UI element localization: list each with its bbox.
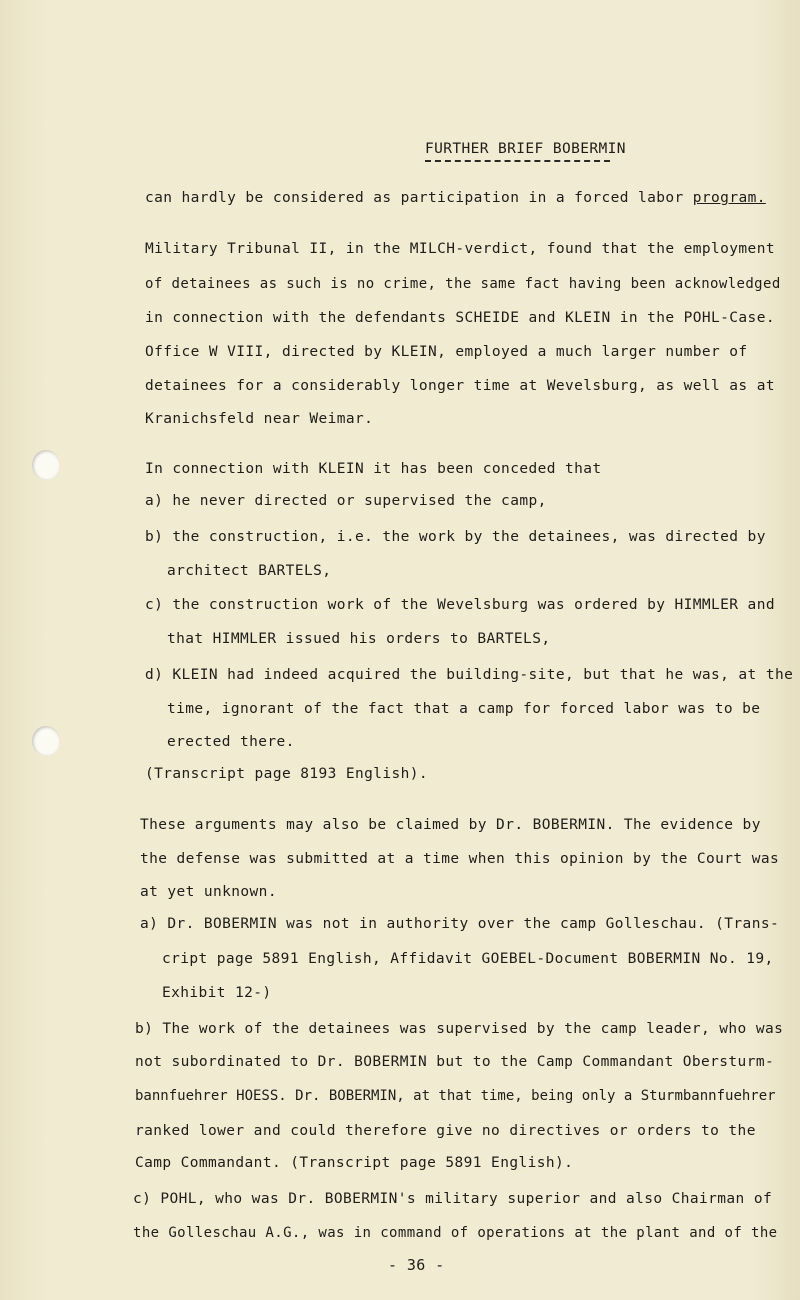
list-item-c: c) POHL, who was Dr. BOBERMIN's military superior and also Chairman of xyxy=(133,1191,773,1207)
text-line: bannfuehrer HOESS. Dr. BOBERMIN, at that time, being only a Sturmbannfuehrer xyxy=(135,1088,776,1104)
text-line: architect BARTELS, xyxy=(167,563,332,579)
heading-rule xyxy=(425,160,610,162)
text-line: not subordinated to Dr. BOBERMIN but to the Camp Commandant Obersturm- xyxy=(135,1054,775,1070)
text-line: cript page 5891 English, Affidavit GOEBEL-Document BOBERMIN No. 19, xyxy=(162,951,774,967)
page-heading: FURTHER BRIEF BOBERMIN xyxy=(425,141,626,157)
text-line: of detainees as such is no crime, the same fact having been acknowledged xyxy=(145,276,781,292)
text-line: Exhibit 12-) xyxy=(162,985,272,1001)
punch-hole xyxy=(32,450,60,480)
list-item-d: d) KLEIN had indeed acquired the building-site, but that he was, at the xyxy=(145,667,794,683)
text-line: In connection with KLEIN it has been conceded that xyxy=(145,461,602,477)
text-line: that HIMMLER issued his orders to BARTELS, xyxy=(167,631,551,647)
text-line: Military Tribunal II, in the MILCH-verdict, found that the employment xyxy=(145,241,775,257)
page-number: - 36 - xyxy=(388,1256,445,1274)
opening-line: can hardly be considered as participation in a forced labor program. xyxy=(145,190,766,206)
text-line: Office W VIII, directed by KLEIN, employed a much larger number of xyxy=(145,344,748,360)
list-item-a: a) he never directed or supervised the camp, xyxy=(145,493,547,509)
text-line: ranked lower and could therefore give no directives or orders to the xyxy=(135,1123,756,1139)
text-line: time, ignorant of the fact that a camp for forced labor was to be xyxy=(167,701,761,717)
text-line: These arguments may also be claimed by Dr. BOBERMIN. The evidence by xyxy=(140,817,761,833)
list-item-c: c) the construction work of the Wevelsburg was ordered by HIMMLER and xyxy=(145,597,775,613)
text-line: erected there. xyxy=(167,734,295,750)
text-line: in connection with the defendants SCHEIDE and KLEIN in the POHL-Case. xyxy=(145,310,775,326)
text-line: the defense was submitted at a time when this opinion by the Court was xyxy=(140,851,780,867)
text-line: Camp Commandant. (Transcript page 5891 English). xyxy=(135,1155,574,1171)
list-item-b: b) The work of the detainees was supervised by the camp leader, who was xyxy=(135,1021,784,1037)
punch-hole xyxy=(32,726,60,756)
transcript-reference: (Transcript page 8193 English). xyxy=(145,766,429,782)
list-item-b: b) the construction, i.e. the work by the detainees, was directed by xyxy=(145,529,766,545)
text-line: detainees for a considerably longer time at Wevelsburg, as well as at xyxy=(145,378,775,394)
list-item-a: a) Dr. BOBERMIN was not in authority over the camp Golleschau. (Trans- xyxy=(140,916,780,932)
text-line: at yet unknown. xyxy=(140,884,277,900)
text-line: Kranichsfeld near Weimar. xyxy=(145,411,374,427)
text-line: the Golleschau A.G., was in command of operations at the plant and of the xyxy=(133,1225,778,1241)
